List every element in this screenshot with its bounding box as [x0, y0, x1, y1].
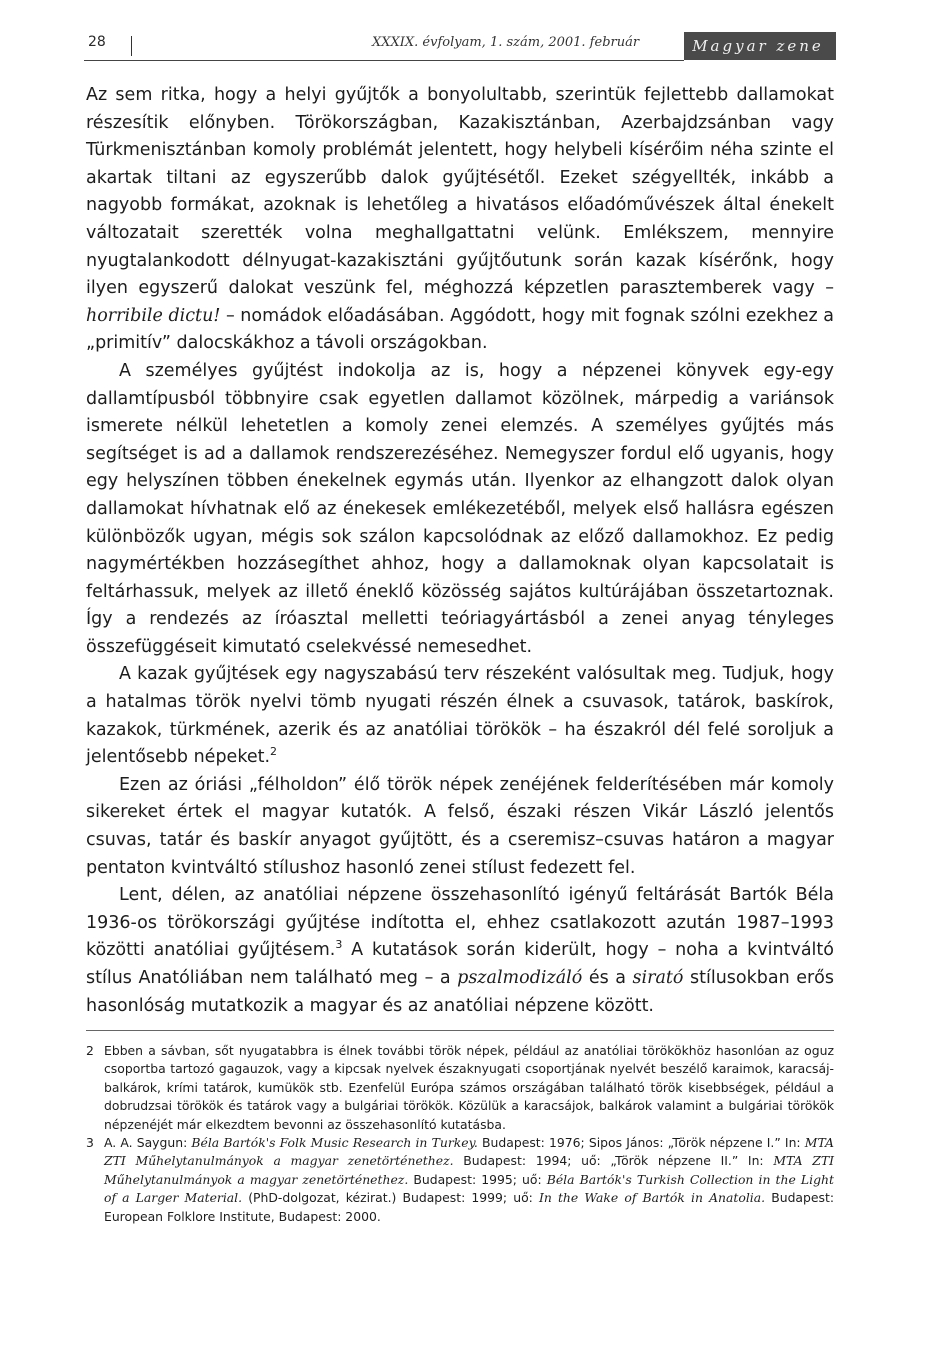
footnote-divider	[86, 1030, 834, 1031]
footnote-ref-3[interactable]: 3	[335, 938, 343, 952]
footnote-ref-2[interactable]: 2	[270, 745, 278, 759]
journal-issue: XXXIX. évfolyam, 1. szám, 2001. február	[372, 35, 640, 50]
footnotes	[86, 1042, 834, 1226]
paragraph-1: Az sem ritka, hogy a helyi gyűjtők a bonyolultabb, szerintük fejlettebb dallamokat részesítik előnyben. Törökországban, Kazakisztánban, Azerbajdzsánban vagy Türkmenisztánban komoly problémát jelentett, hogy helybeli kísérőim néha szinte el akartak tiltani az egyszerűbb dalok gyűjtésétől. Ezeket szégyellték, inkább a nagyobb formákat, azoknak is lehetőleg a hivatásos előadóművészek által énekelt változatait szerették volna meghallgattatni velünk. Emlékszem, mennyire nyugtalankodott délnyugat-kazakisztáni gyűjtőutunk során kazak kísérőnk, hogy ilyen egyszerű dalokat veszünk fel, méghozzá képzetlen parasztemberek vagy – horribile dictu! – nomádok előadásában. Aggódott, hogy mit fognak szólni ezekhez a „primitív” dalocskákhoz a távoli országokban.	[86, 85, 834, 354]
header-rule	[84, 60, 684, 61]
journal-title-badge: Magyar zene	[684, 32, 836, 60]
page-number: 28	[88, 34, 106, 50]
header-divider	[131, 36, 132, 56]
footnote-3: 3 A. A. Saygun: Béla Bartók's Folk Music Research in Turkey. Budapest: 1976; Sipos János: „Török népzene I.” In: MTA ZTI Műhelytanulmányok a magyar zenetörténethez. Budapest: 1994; uő: „Török népzene II.” In: MTA ZTI Műhelytanulmányok a magyar zenetörténethez. Budapest: 1995; uő: Béla Bartók's Turkish Collection in the Light of a Larger Material. (PhD-dolgozat, kézirat.) Budapest: 1999; uő: In the Wake of Bartók in Anatolia. Budapest: European Folklore Institute, Budapest: 2000.	[86, 1135, 835, 1224]
paragraph-2: A személyes gyűjtést indokolja az is, hogy a népzenei könyvek egy-egy dallamtípusból többnyire csak egyetlen dallamot közölnek, márpedig a variánsok ismerete nélkül lehetetlen a komoly zenei elemzés. A személyes gyűjtés más segítséget is ad a dallamok rendszerezéséhez. Nemegyszer fordul elő ugyanis, hogy egy helyszínen többen énekelnek egymás után. Ilyenkor az elhangzott dalok olyan dallamokat hívhatnak elő az énekesek emlékezetéből, melyek első hallásra egészen különbözők ugyan, mégis sok szálon kapcsolódnak az előző dallamokhoz. Ez pedig nagymértékben hozzásegíthet ahhoz, hogy a dallamoknak olyan kapcsolatait is feltárhassuk, melyek az illető éneklő közösség sajátos kultúrájában összetartoznak. Így a rendezés az íróasztal melletti teóriagyártásból a zenei anyag tényleges összefüggéseit kimutató cselekvéssé nemesedhet.	[86, 360, 834, 657]
footnote-2: 2 Ebben a sávban, sőt nyugatabbra is élnek további török népek, például az anatóliai törökökhöz hasonlóan az oguz csoportba tartozó gagauzok, vagy a kipcsak nyelvek északnyugati csoportjának nyelvét beszélő karaimok, karacsáj-balkárok, krími tatárok, kumükök stb. Ezenfelül Európa számos országában található török kisebbségek, például a dobrudzsai törökök és tatárok vagy a bulgáriai törökök. Közülük a karacsájok, balkárok valamint a bulgáriai törökök népzenéjét már elkezdtem bevonni az összehasonlító kutatásba.	[86, 1043, 834, 1132]
latin-phrase: horribile dictu!	[86, 305, 221, 326]
paragraph-3: A kazak gyűjtések egy nagyszabású terv részeként valósultak meg. Tudjuk, hogy a hatalmas török nyelvi tömb nyugati részén élnek a csuvasok, tatárok, baskírok, kazakok, türkmének, azerik és az anatóliai törökök – ha északról dél felé soroljuk a jelentősebb népeket.$^2$	[86, 664, 834, 768]
paragraph-5: Lent, délen, az anatóliai népzene összehasonlító igényű feltárását Bartók Béla 1936-os törökországi gyűjtése indította el, ehhez csatlakozott azután 1987–1993 közötti anatóliai gyűjtésem.$^3$ A kutatások során kiderült, hogy – noha a kvintváltó stílus Anatóliában nem található meg – a pszalmodizáló és a sirató stílusokban erős hasonlóság mutatkozik a magyar és az anatóliai népzene között.	[86, 885, 835, 1016]
footnote-number: 3	[86, 1135, 94, 1151]
footnote-number: 2	[86, 1043, 94, 1058]
article-body	[86, 82, 834, 1020]
paragraph-4: Ezen az óriási „félholdon” élő török népek zenéjének felderítésében már komoly sikereket értek el magyar kutatók. A felső, északi részen Vikár László jelentős csuvas, tatár és baskír anyagot gyűjtött, és a cseremisz–csuvas határon a magyar pentaton kvintváltó stílushoz hasonló zenei stílust fedezett fel.	[86, 774, 834, 878]
running-header	[84, 32, 836, 60]
